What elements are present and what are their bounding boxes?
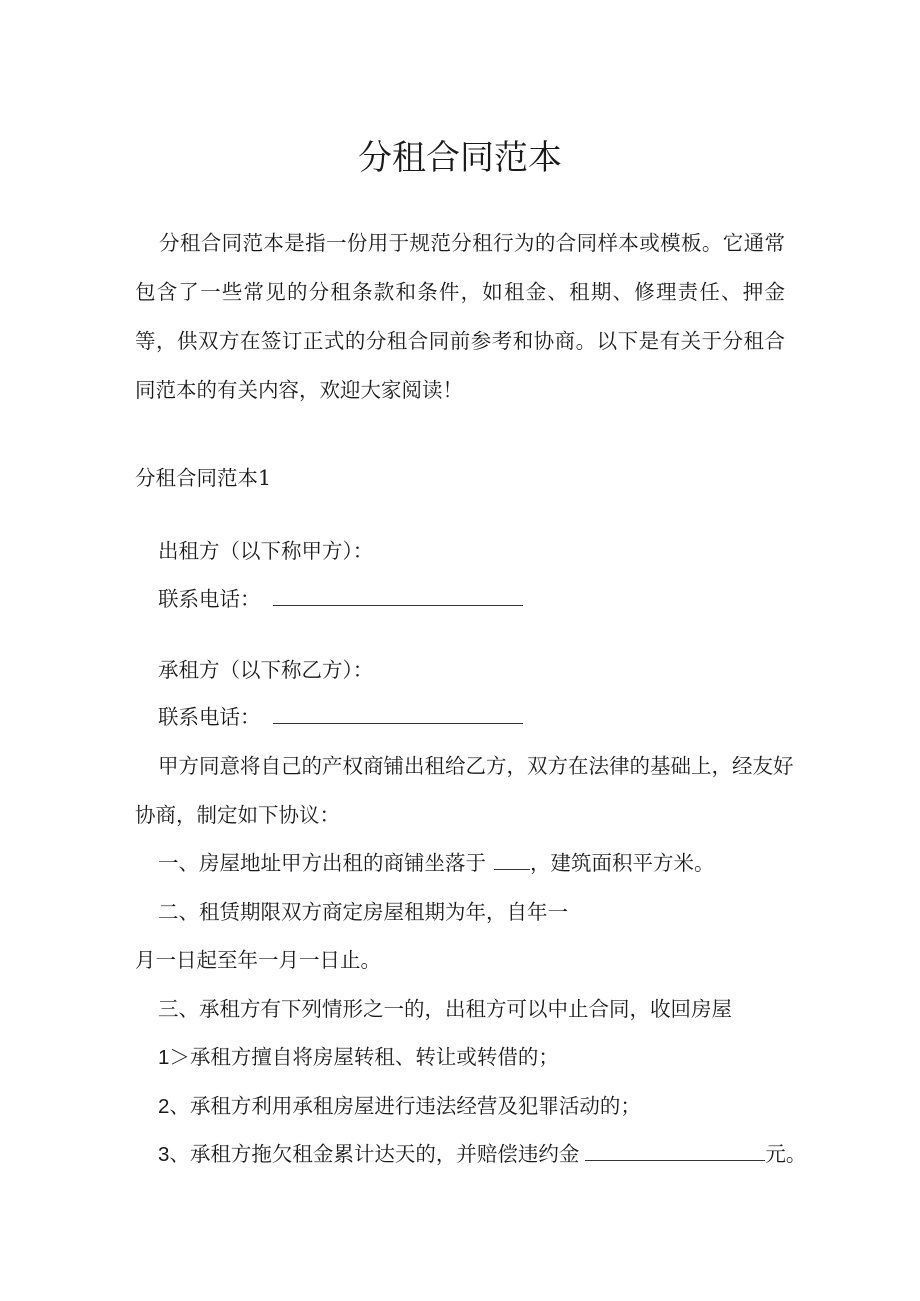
clause-3-text: 三、承租方有下列情形之一的，出租方可以中止合同，收回房屋 [158,997,732,1021]
list-item-1 [158,1043,559,1072]
lessor-line [158,537,373,565]
penalty-blank [585,1140,765,1161]
list-item-3-text: 、承租方拖欠租金累计达天的，并赔偿违约金 [169,1142,580,1166]
lessee-phone-line [158,703,523,731]
address-blank [494,849,530,870]
agreement-line-1 [158,752,794,780]
clause-2-line-2 [135,946,381,974]
list-item-2 [158,1092,641,1121]
clause-1-text-end: ，建筑面积平方米。 [530,851,715,875]
agreement-text-1: 甲方同意将自己的产权商铺出租给乙方，双方在法律的基础上，经友好 [158,754,794,778]
lessor-phone-label: 联系电话： [158,587,261,611]
lessee-phone-label: 联系电话： [158,705,261,729]
lessor-phone-blank [273,585,523,606]
agreement-text-2: 协商，制定如下协议： [135,803,340,827]
lessee-label: 承租方（以下称乙方）： [158,658,374,682]
intro-paragraph: 分租合同范本是指一份用于规范分租行为的合同样本或模板。它通常包含了一些常见的分租条款和条件，如租金、租期、修理责任、押金等，供双方在签订正式的分租合同前参考和协商。以下是有关于分租合同范本的有关内容，欢迎大家阅读！ [135,231,785,402]
section-heading-text: 分租合同范本1 [135,466,272,490]
lessor-phone-line [158,585,523,613]
clause-1-text: 一、房屋地址甲方出租的商铺坐落于 [158,851,486,875]
document-title: 分租合同范本 [358,138,562,178]
clause-1 [158,849,715,877]
list-item-2-text: 、承租方利用承租房屋进行违法经营及犯罪活动的； [169,1094,641,1118]
clause-2-text-2: 月一日起至年一月一日止。 [135,948,381,972]
list-item-3-text-end: 元。 [765,1142,807,1166]
list-item-3 [158,1140,806,1169]
clause-2-text-1: 二、租赁期限双方商定房屋租期为年，自年一 [158,900,568,924]
list-item-1-text: ＞承租方擅自将房屋转租、转让或转借的； [169,1045,559,1069]
list-item-3-number: 3 [158,1143,170,1166]
section-heading [135,464,271,492]
clause-3 [158,995,732,1023]
list-item-2-number: 2 [158,1095,170,1118]
lessee-phone-blank [273,703,523,724]
clause-2-line-1 [158,898,568,926]
agreement-line-2 [135,801,340,829]
lessor-label: 出租方（以下称甲方）： [158,539,374,563]
list-item-1-number: 1 [158,1046,170,1069]
lessee-line [158,656,373,684]
